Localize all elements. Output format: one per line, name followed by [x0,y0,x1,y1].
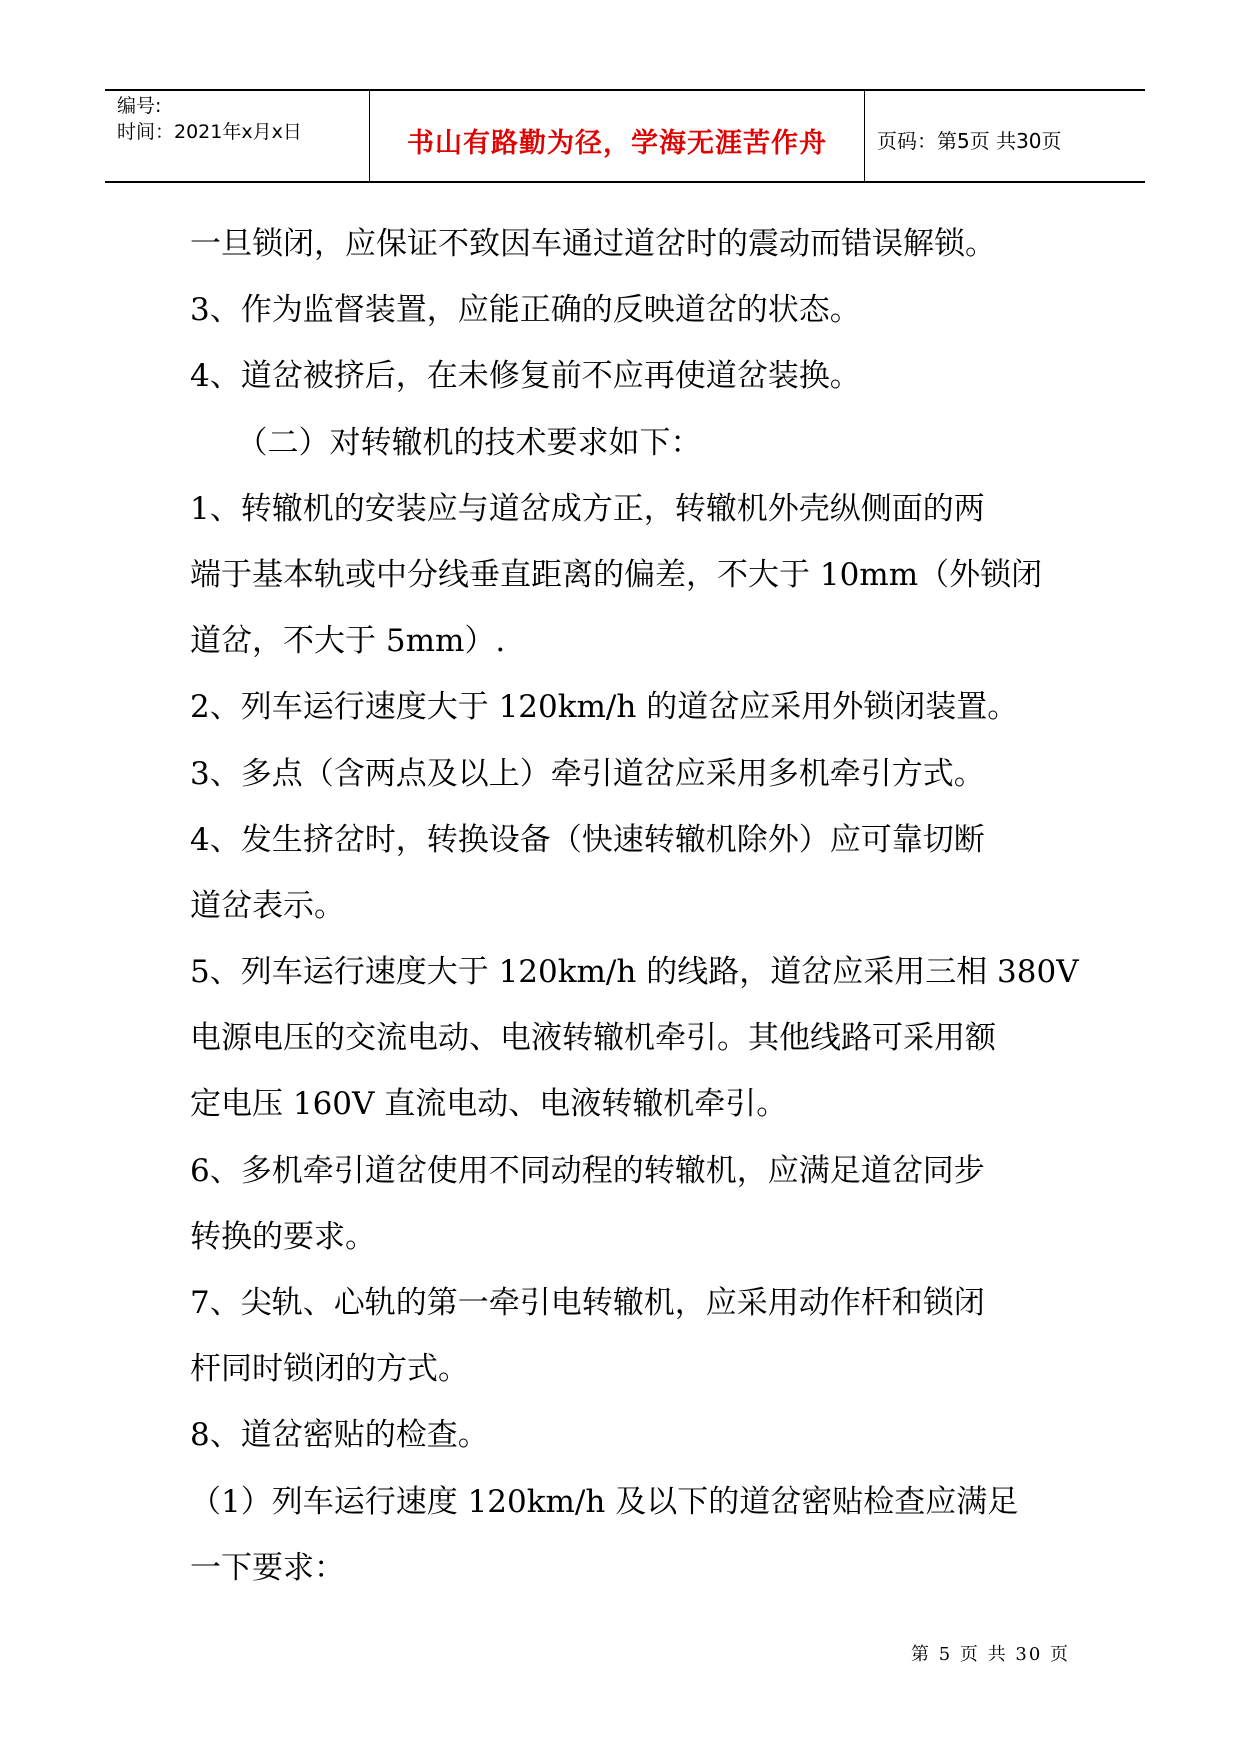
header-motto: 书山有路勤为径，学海无涯苦作舟 [407,127,827,159]
document-number-label: 编号: [117,95,162,117]
document-time-label: 时间：2021年x月x日 [117,121,302,143]
header-motto-cell [370,91,865,181]
body-line: 定电压 160V 直流电动、电液转辙机牵引。 [190,1086,788,1123]
body-line: 道岔表示。 [190,887,345,924]
body-line: 4、发生挤岔时，转换设备（快速转辙机除外）应可靠切断 [190,821,985,858]
body-line: （二）对转辙机的技术要求如下： [190,424,702,461]
header-info-cell [105,91,370,181]
body-line: 端于基本轨或中分线垂直距离的偏差，不大于 10mm（外锁闭 [190,556,1043,593]
body-line: 8、道岔密贴的检查。 [190,1417,489,1454]
body-line: 道岔，不大于 5mm）. [190,623,506,660]
body-line: 5、列车运行速度大于 120km/h 的线路，道岔应采用三相 380V [190,954,1079,991]
page-footer-number: 第 5 页 共 30 页 [911,1644,1070,1665]
body-line: 2、列车运行速度大于 120km/h 的道岔应采用外锁闭装置。 [190,689,1019,726]
page-header [105,89,1145,183]
body-line: 3、多点（含两点及以上）牵引道岔应采用多机牵引方式。 [190,755,985,792]
header-page-code: 页码：第5页 共30页 [877,128,1062,153]
body-line: 4、道岔被挤后，在未修复前不应再使道岔装换。 [190,358,861,395]
document-body [190,211,1090,1601]
body-line: 转换的要求。 [190,1218,376,1255]
body-line: （1）列车运行速度 120km/h 及以下的道岔密贴检查应满足 [190,1483,1019,1520]
header-page-cell [865,91,1145,181]
body-line: 1、转辙机的安装应与道岔成方正，转辙机外壳纵侧面的两 [190,490,985,527]
body-line: 一旦锁闭，应保证不致因车通过道岔时的震动而错误解锁。 [190,226,996,262]
body-line: 电源电压的交流电动、电液转辙机牵引。其他线路可采用额 [190,1020,996,1057]
body-line: 一下要求： [190,1549,345,1586]
body-line: 3、作为监督装置，应能正确的反映道岔的状态。 [190,292,861,329]
body-line: 7、尖轨、心轨的第一牵引电转辙机，应采用动作杆和锁闭 [190,1285,985,1321]
body-line: 6、多机牵引道岔使用不同动程的转辙机，应满足道岔同步 [190,1152,985,1189]
body-line: 杆同时锁闭的方式。 [190,1351,469,1388]
